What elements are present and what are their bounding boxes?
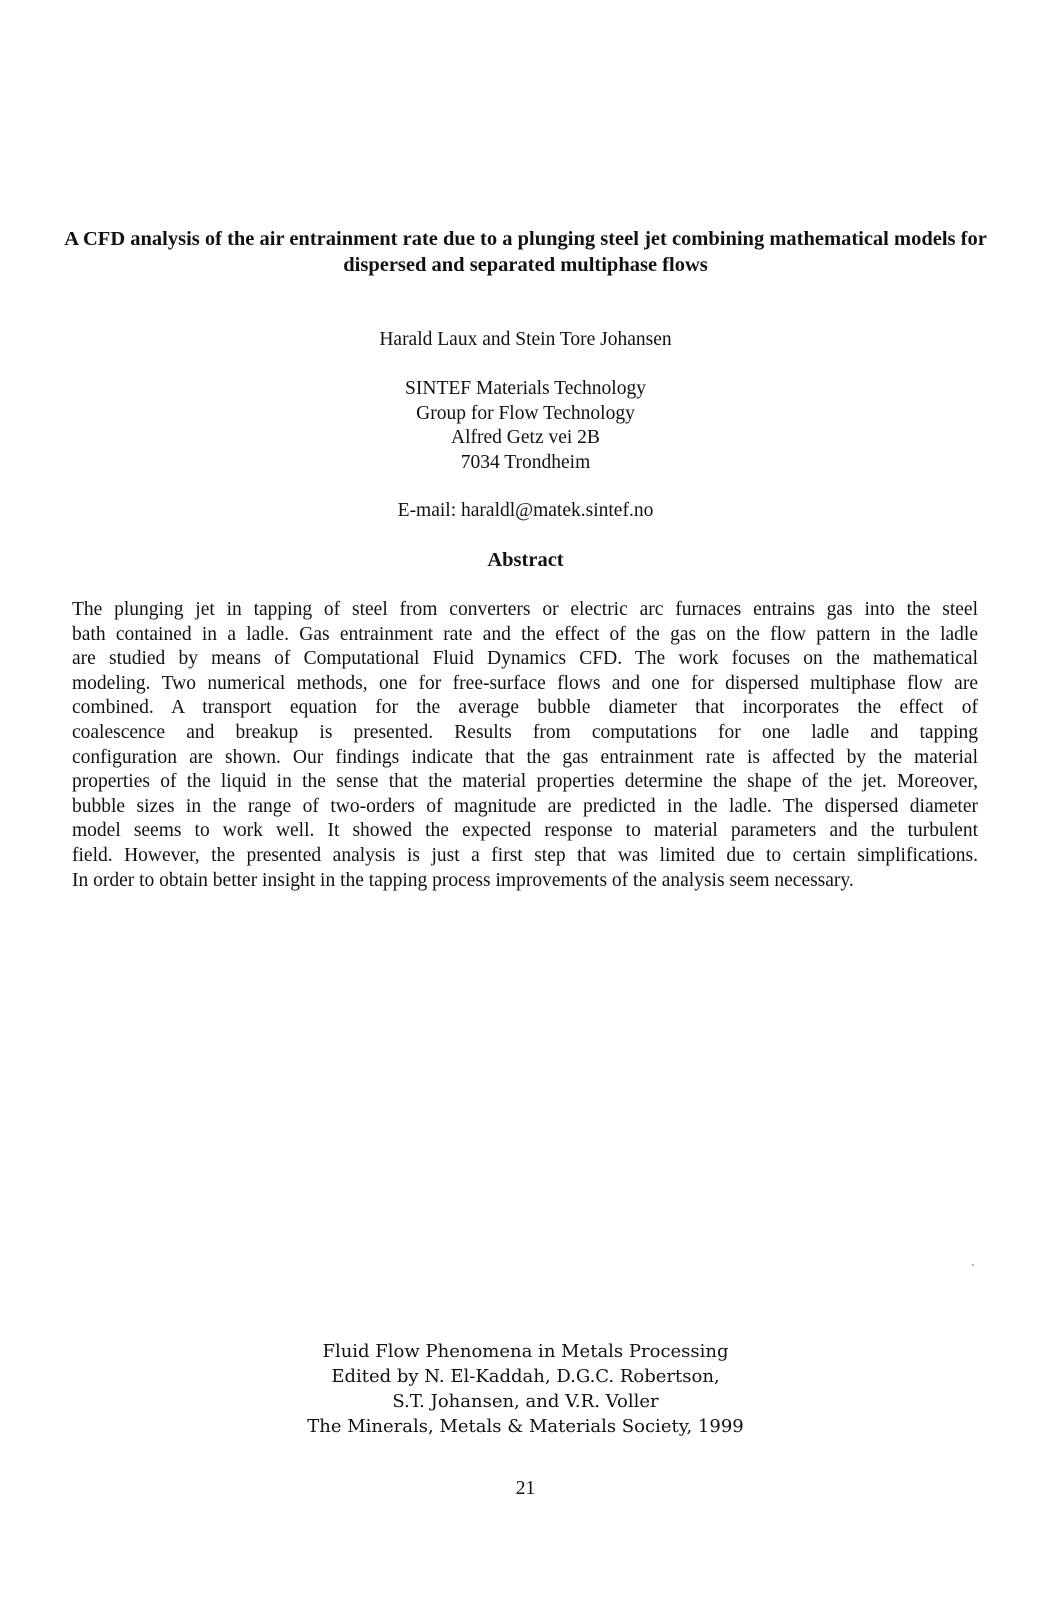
abstract-line: properties of the liquid in the sense that the material properties determine the shape of the jet. Moreover,	[72, 771, 978, 793]
affiliation-line: Group for Flow Technology	[416, 402, 635, 424]
abstract-line: modeling. Two numerical methods, one for free-surface flows and one for dispersed multiphase flow are	[72, 672, 978, 694]
scan-speck	[972, 1264, 974, 1266]
page-number: 21	[515, 1478, 536, 1499]
email-line: E-mail: haraldl@matek.sintef.no	[397, 500, 654, 521]
abstract-line: In order to obtain better insight in the tapping process improvements of the analysis seem necessary.	[72, 869, 854, 891]
abstract-line: configuration are shown. Our findings indicate that the gas entrainment rate is affected by the material	[72, 746, 978, 768]
abstract-line: coalescence and breakup is presented. Results from computations for one ladle and tapping	[72, 721, 978, 743]
author-line: Harald Laux and Stein Tore Johansen	[379, 329, 672, 350]
publication-line: Fluid Flow Phenomena in Metals Processing	[322, 1341, 729, 1362]
abstract-body	[72, 598, 978, 893]
abstract-line: bath contained in a ladle. Gas entrainment rate and the effect of the gas on the flow pattern in the ladle	[72, 623, 978, 645]
affiliation-line: Alfred Getz vei 2B	[451, 427, 600, 448]
affiliation-line: 7034 Trondheim	[460, 451, 591, 473]
abstract-line: combined. A transport equation for the average bubble diameter that incorporates the effect of	[72, 697, 978, 719]
abstract-heading: Abstract	[487, 549, 564, 571]
abstract-line: field. However, the presented analysis is just a first step that was limited due to certain simplifications.	[72, 844, 978, 866]
abstract-line: bubble sizes in the range of two-orders of magnitude are predicted in the ladle. The dispersed diameter	[72, 795, 978, 817]
publication-info	[0, 1339, 1051, 1439]
publication-line: Edited by N. El-Kaddah, D.G.C. Robertson,	[331, 1366, 720, 1387]
abstract-line: are studied by means of Computational Fluid Dynamics CFD. The work focuses on the mathematical	[72, 648, 978, 670]
abstract-line: model seems to work well. It showed the expected response to material parameters and the turbulent	[72, 820, 978, 842]
abstract-line: The plunging jet in tapping of steel from converters or electric arc furnaces entrains gas into the steel	[72, 599, 978, 620]
affiliation-line: SINTEF Materials Technology	[405, 378, 646, 399]
publication-line: S.T. Johansen, and V.R. Voller	[392, 1391, 659, 1412]
paper-title: A CFD analysis of the air entrainment rate due to a plunging steel jet combining mathematical models for dispersed and separated multiphase flows	[64, 228, 987, 276]
publication-line: The Minerals, Metals & Materials Society, 1999	[307, 1416, 744, 1437]
affiliation-block	[0, 377, 1051, 475]
